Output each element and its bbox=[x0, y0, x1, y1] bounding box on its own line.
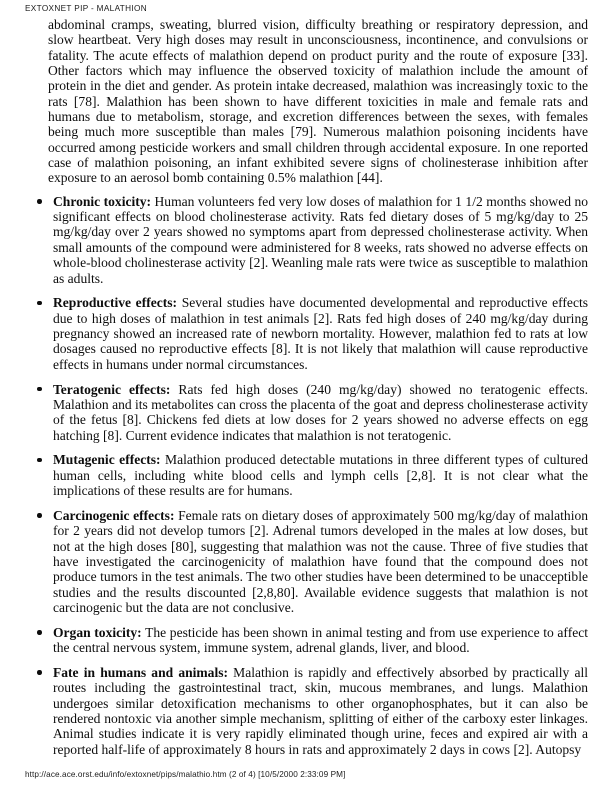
bullet-dot-icon bbox=[37, 670, 42, 675]
running-header: EXTOXNET PIP - MALATHION bbox=[25, 4, 147, 13]
list-item bbox=[36, 194, 588, 286]
list-item bbox=[36, 295, 588, 372]
paragraph-spacer bbox=[36, 186, 588, 194]
bullet-text: Several studies have documented developmental and reproductive effects due to high doses of malathion in test animals [2]. Rats fed high doses of 240 mg/kg/day during pregnancy showed an increased rate of newborn mortality. However, malathion fed to rats at low dosages caused no reproductive effects [8]. It is not likely that malathion will cause reproductive effects in humans under normal circumstances. bbox=[53, 295, 588, 372]
bullet-dot-icon bbox=[37, 387, 42, 392]
bullet-term: Mutagenic effects: bbox=[53, 452, 161, 468]
bullet-dot-icon bbox=[37, 199, 42, 204]
bullet-dot-icon bbox=[37, 513, 42, 518]
list-item bbox=[36, 625, 588, 656]
bullet-text: The pesticide has been shown in animal testing and from use experience to affect the central nervous system, immune system, adrenal glands, liver, and blood. bbox=[53, 624, 588, 656]
bullet-dot-icon bbox=[37, 458, 42, 463]
lead-paragraph: abdominal cramps, sweating, blurred vision, difficulty breathing or respiratory depression, and slow heartbeat. Very high doses may result in unconsciousness, incontinence, and convulsions or fatality. The acute effects of malathion depend on product purity and the route of exposure [33]. Other factors which may influence the observed toxicity of malathion include the amount of protein in the diet and gender. As protein intake decreased, malathion was increasingly toxic to the rats [78]. Malathion has been shown to have different toxicities in male and female rats and humans due to metabolism, storage, and excretion differences between the sexes, with females being much more susceptible than males [79]. Numerous malathion poisoning incidents have occurred among pesticide workers and small children through accidental exposure. In one reported case of malathion poisoning, an infant exhibited severe signs of cholinesterase inhibition after exposure to an aerosol bomb containing 0.5% malathion [44]. bbox=[48, 17, 588, 186]
bullet-term: Organ toxicity: bbox=[53, 624, 142, 640]
document-body bbox=[36, 17, 588, 757]
bullet-dot-icon bbox=[37, 301, 42, 306]
bullet-term: Carcinogenic effects: bbox=[53, 507, 175, 523]
toxicity-bullet-list bbox=[36, 194, 588, 757]
bullet-text: Rats fed high doses (240 mg/kg/day) showed no teratogenic effects. Malathion and its metabolites can cross the placenta of the goat and depress cholinesterase activity of the fetus [8]. Chickens fed diets at low doses for 2 years showed no adverse effects on egg hatching [8]. Current evidence indicates that malathion is not teratogenic. bbox=[53, 381, 588, 443]
bullet-term: Fate in humans and animals: bbox=[53, 665, 228, 681]
bullet-text: Malathion is rapidly and effectively absorbed by practically all routes including the gastrointestinal tract, skin, mucous membranes, and lungs. Malathion undergoes similar detoxification mechanisms to other organophosphates, but it can also be rendered nontoxic via another simple mechanism, splitting of either of the carboxy ester linkages. Animal studies indicate it is very rapidly eliminated though urine, feces and expired air with a reported half-life of approximately 8 hours in rats and approximately 2 days in cows [2]. Autopsy bbox=[53, 665, 588, 757]
list-item bbox=[36, 665, 588, 757]
bullet-term: Teratogenic effects: bbox=[53, 381, 171, 397]
page-footer-url: http://ace.ace.orst.edu/info/extoxnet/pips/malathio.htm (2 of 4) [10/5/2000 2:33:09 PM] bbox=[25, 770, 346, 779]
bullet-term: Reproductive effects: bbox=[53, 295, 178, 311]
bullet-text: Female rats on dietary doses of approximately 500 mg/kg/day of malathion for 2 years did not develop tumors [2]. Adrenal tumors developed in the males at low doses, but not at the high doses [80], suggesting that malathion was not the cause. Three of five studies that have investigated the carcinogenicity of malathion have found that the compound does not produce tumors in the test animals. The two other studies have been determined to be unacceptible studies and the results discounted [2,8,80]. Available evidence suggests that malathion is not carcinogenic but the data are not conclusive. bbox=[53, 507, 589, 616]
bullet-dot-icon bbox=[37, 630, 42, 635]
bullet-text: Human volunteers fed very low doses of malathion for 1 1/2 months showed no significant effects on blood cholinesterase activity. Rats fed dietary doses of 5 mg/kg/day to 25 mg/kg/day over 2 years showed no symptoms apart from depressed cholinesterase activity. When small amounts of the compound were administered for 8 weeks, rats showed no adverse effects on whole-blood cholinesterase activity [2]. Weanling male rats were twice as susceptible to malathion as adults. bbox=[53, 193, 588, 286]
bullet-text: Malathion produced detectable mutations in three different types of cultured human cells, including white blood cells and lymph cells [2,8]. It is not clear what the implications of these results are for humans. bbox=[53, 452, 588, 499]
list-item bbox=[36, 508, 588, 615]
bullet-term: Chronic toxicity: bbox=[53, 193, 152, 209]
list-item bbox=[36, 382, 588, 443]
list-item bbox=[36, 452, 588, 498]
